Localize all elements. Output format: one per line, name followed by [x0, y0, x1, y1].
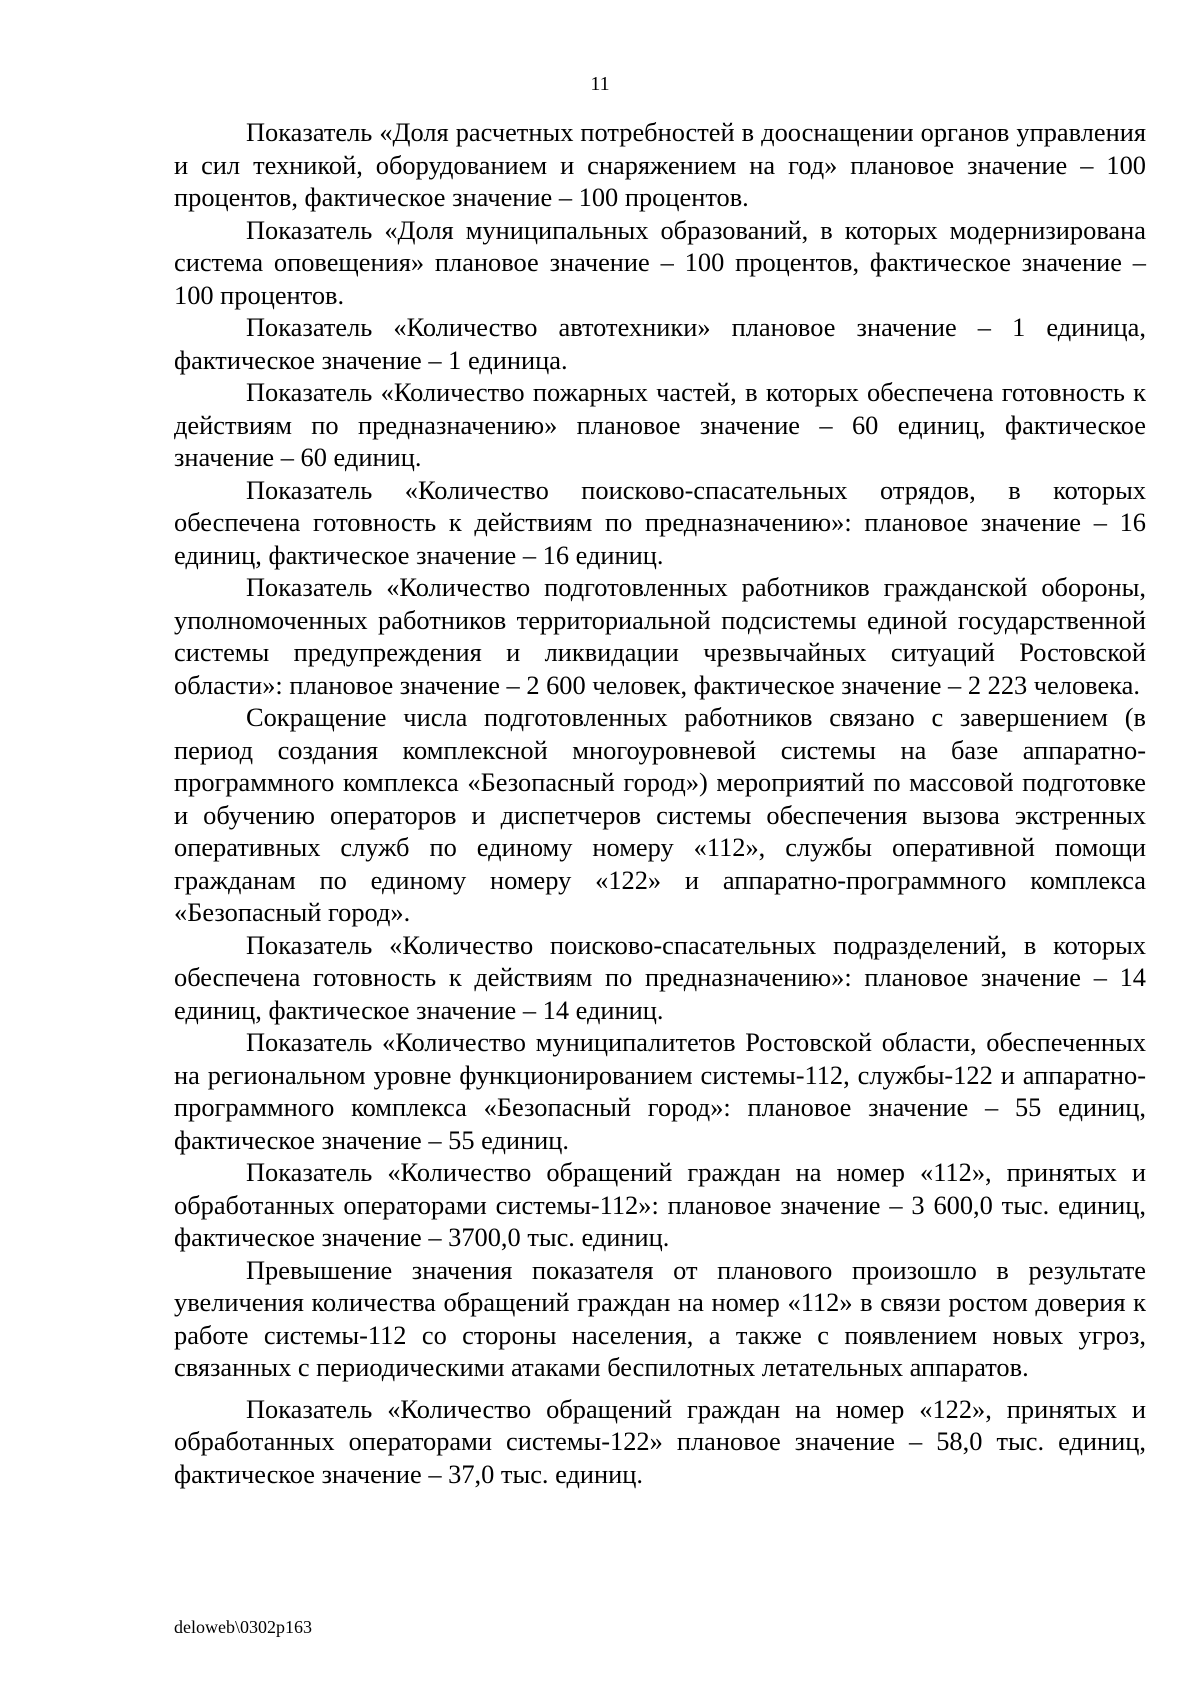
paragraph: Показатель «Количество подготовленных работников гражданской обороны, уполномоченных работников территориальной подсистемы единой государственной системы предупреждения и ликвидации чрезвычайных ситуаций Ростовской области»: плановое значение – 2 600 человек, фактическое значение – 2 223 человека. — [174, 572, 1146, 700]
paragraph: Сокращение числа подготовленных работников связано с завершением (в период создания комплексной многоуровневой системы на базе аппаратно-программного комплекса «Безопасный город») мероприятий по массовой подготовке и обучению операторов и диспетчеров системы обеспечения вызова экстренных оперативных служб по единому номеру «112», службы оперативной помощи гражданам по единому номеру «122» и аппаратно-программного комплекса «Безопасный город». — [174, 702, 1146, 927]
paragraph: Показатель «Количество обращений граждан на номер «122», принятых и обработанных операторами системы-122» плановое значение – 58,0 тыс. единиц, фактическое значение – 37,0 тыс. единиц. — [174, 1393, 1146, 1489]
paragraph: Показатель «Доля расчетных потребностей в дооснащении органов управления и сил техникой, оборудованием и снаряжением на год» плановое значение – 100 процентов, фактическое значение – 100 процентов. — [174, 117, 1146, 212]
paragraph: Показатель «Количество обращений граждан на номер «112», принятых и обработанных операторами системы-112»: плановое значение – 3 600,0 тыс. единиц, фактическое значение – 3700,0 тыс. единиц. — [174, 1157, 1146, 1252]
document-body — [174, 116, 1146, 1490]
paragraph: Показатель «Количество муниципалитетов Ростовской области, обеспеченных на региональном уровне функционированием системы-112, службы-122 и аппаратно-программного комплекса «Безопасный город»: плановое значение – 55 единиц, фактическое значение – 55 единиц. — [174, 1027, 1146, 1155]
document-registration-code: deloweb\0302p163 — [174, 1617, 312, 1637]
paragraph: Превышение значения показателя от планового произошло в результате увеличения количества обращений граждан на номер «112» в связи ростом доверия к работе системы-112 со стороны населения, а также с появлением новых угроз, связанных с периодическими атаками беспилотных летательных аппаратов. — [174, 1254, 1146, 1382]
paragraph: Показатель «Количество пожарных частей, в которых обеспечена готовность к действиям по предназначению» плановое значение – 60 единиц, фактическое значение – 60 единиц. — [174, 377, 1146, 472]
page-number: 11 — [590, 73, 610, 95]
paragraph: Показатель «Количество поисково-спасательных подразделений, в которых обеспечена готовность к действиям по предназначению»: плановое значение – 14 единиц, фактическое значение – 14 единиц. — [174, 929, 1146, 1025]
paragraph: Показатель «Доля муниципальных образований, в которых модернизирована система оповещения» плановое значение – 100 процентов, фактическое значение – 100 процентов. — [174, 214, 1146, 310]
paragraph: Показатель «Количество поисково-спасательных отрядов, в которых обеспечена готовность к действиям по предназначению»: плановое значение – 16 единиц, фактическое значение – 16 единиц. — [174, 474, 1146, 570]
paragraph: Показатель «Количество автотехники» плановое значение – 1 единица, фактическое значение – 1 единица. — [174, 312, 1146, 375]
